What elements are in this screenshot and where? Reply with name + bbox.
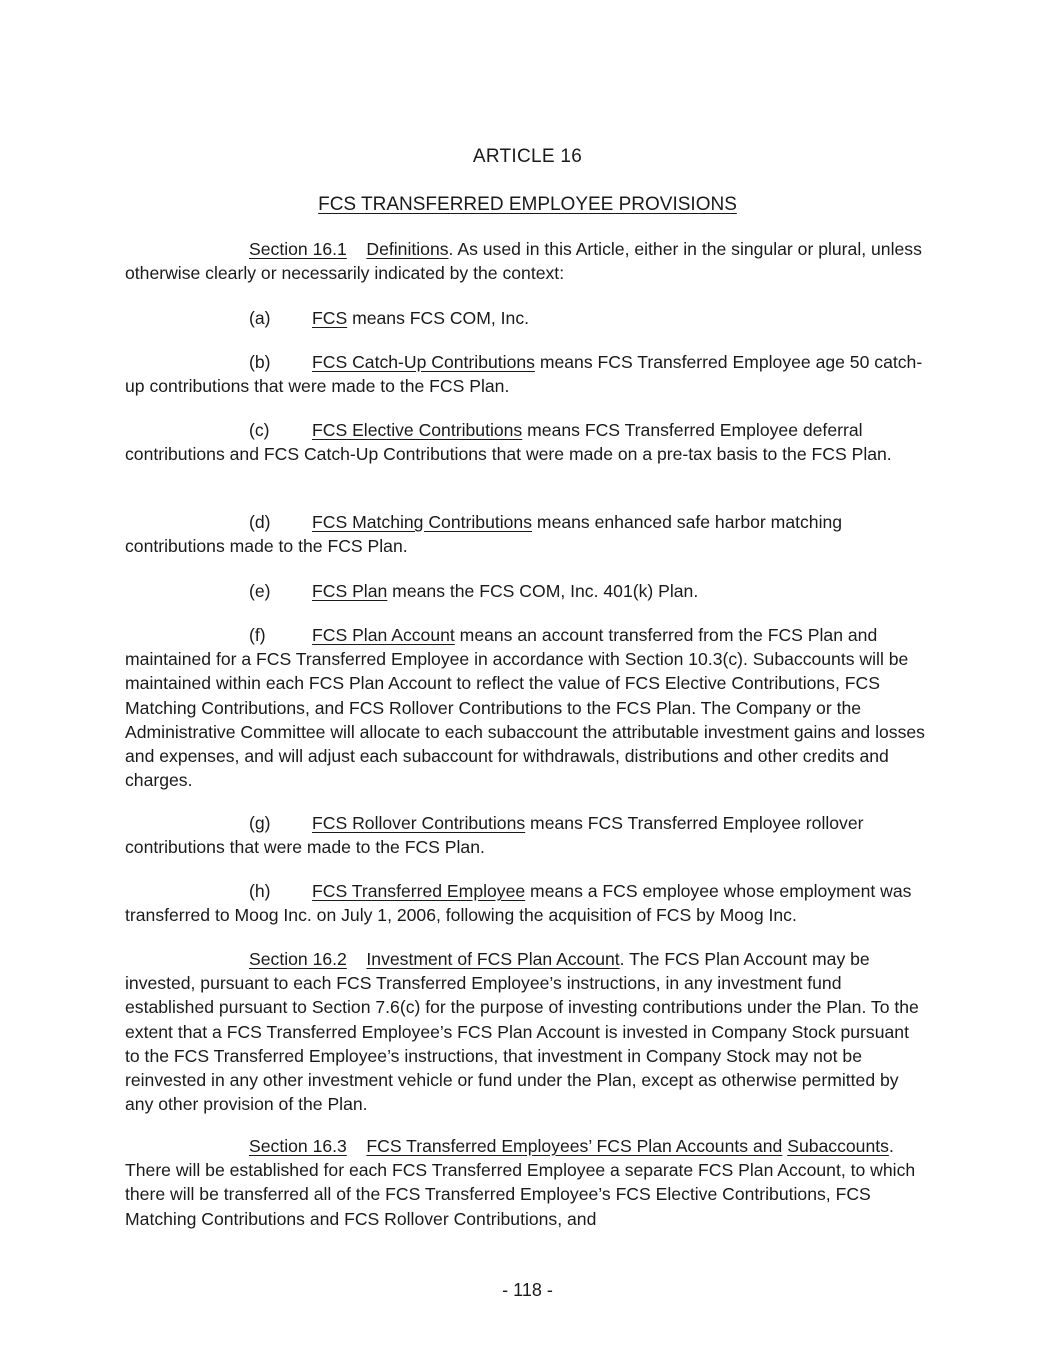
- definition-term: FCS Plan Account: [312, 625, 455, 645]
- definition-e: [125, 579, 925, 603]
- definition-d: [125, 510, 925, 558]
- definition-label: (d): [249, 512, 271, 532]
- section-text: . There will be established for each FCS Transferred Employee a separate FCS Plan Account, to which there will be transferred all of the FCS Transferred Employee’s FCS Elective Contributions, FCS Matching Contributions and FCS Rollover Contributions, and: [125, 1136, 916, 1229]
- section-heading-continued: Subaccounts: [787, 1136, 889, 1156]
- definition-label: (e): [249, 581, 271, 601]
- section-number: Section 16.1: [249, 239, 347, 259]
- page-number: - 118 -: [502, 1280, 553, 1300]
- definition-text: means FCS Transferred Employee rollover contributions that were made to the FCS Plan.: [125, 813, 864, 858]
- definition-text: means an account transferred from the FCS Plan and maintained for a FCS Transferred Employee in accordance with Section 10.3(c). Subaccounts will be maintained within each FCS Plan Account to reflect the value of FCS Elective Contributions, FCS Matching Contributions, and FCS Rollover Contributions to the FCS Plan. The Company or the Administrative Committee will allocate to each subaccount the attributable investment gains and losses and expenses, and will adjust each subaccount for withdrawals, distributions and other credits and charges.: [125, 625, 925, 791]
- definition-text: means a FCS employee whose employment was transferred to Moog Inc. on July 1, 2006, following the acquisition of FCS by Moog Inc.: [125, 881, 912, 926]
- section-heading: Definitions: [366, 239, 449, 259]
- definition-f: [125, 623, 925, 792]
- definition-text: means the FCS COM, Inc. 401(k) Plan.: [387, 581, 699, 601]
- definition-term: FCS Transferred Employee: [312, 881, 526, 901]
- section-text: . As used in this Article, either in the singular or plural, unless otherwise clearly or necessarily indicated by the context:: [125, 239, 922, 284]
- definition-label: (b): [249, 352, 271, 372]
- section-number: Section 16.3: [249, 1136, 347, 1156]
- definition-term: FCS Matching Contributions: [312, 512, 533, 532]
- section-16-2: [125, 947, 925, 1116]
- definition-a: [125, 306, 925, 330]
- definition-text: means enhanced safe harbor matching contributions made to the FCS Plan.: [125, 512, 843, 557]
- definition-term: FCS: [312, 308, 348, 328]
- section-heading: Investment of FCS Plan Account: [366, 949, 620, 969]
- article-subtitle-text: FCS TRANSFERRED EMPLOYEE PROVISIONS: [318, 194, 737, 215]
- section-number: Section 16.2: [249, 949, 347, 969]
- definition-h: [125, 879, 925, 927]
- definition-term: FCS Elective Contributions: [312, 420, 523, 440]
- definition-term: FCS Rollover Contributions: [312, 813, 526, 833]
- section-text: . The FCS Plan Account may be invested, pursuant to each FCS Transferred Employee’s instructions, in any investment fund established pursuant to Section 7.6(c) for the purpose of investing contributions under the Plan. To the extent that a FCS Transferred Employee’s FCS Plan Account is invested in Company Stock pursuant to the FCS Transferred Employee’s instructions, that investment in Company Stock may not be reinvested in any other investment vehicle or fund under the Plan, except as otherwise permitted by any other provision of the Plan.: [125, 949, 919, 1115]
- definition-label: (h): [249, 881, 271, 901]
- definition-g: [125, 811, 925, 859]
- definition-label: (f): [249, 625, 266, 645]
- article-subtitle: [0, 194, 1055, 216]
- definition-term: FCS Catch-Up Contributions: [312, 352, 535, 372]
- section-16-3: [125, 1134, 925, 1231]
- definition-label: (a): [249, 308, 271, 328]
- definition-text: means FCS COM, Inc.: [347, 308, 530, 328]
- definition-c: [125, 418, 925, 466]
- section-heading: FCS Transferred Employees’ FCS Plan Accounts and: [366, 1136, 783, 1156]
- definition-b: [125, 350, 925, 398]
- definition-text: means FCS Transferred Employee age 50 catch-up contributions that were made to the FCS Plan.: [125, 352, 923, 397]
- definition-text: means FCS Transferred Employee deferral contributions and FCS Catch-Up Contributions that were made on a pre-tax basis to the FCS Plan.: [125, 420, 892, 465]
- definition-label: (g): [249, 813, 271, 833]
- definition-label: (c): [249, 420, 270, 440]
- article-title: ARTICLE 16: [472, 146, 583, 167]
- definition-term: FCS Plan: [312, 581, 388, 601]
- section-16-1: [125, 237, 925, 285]
